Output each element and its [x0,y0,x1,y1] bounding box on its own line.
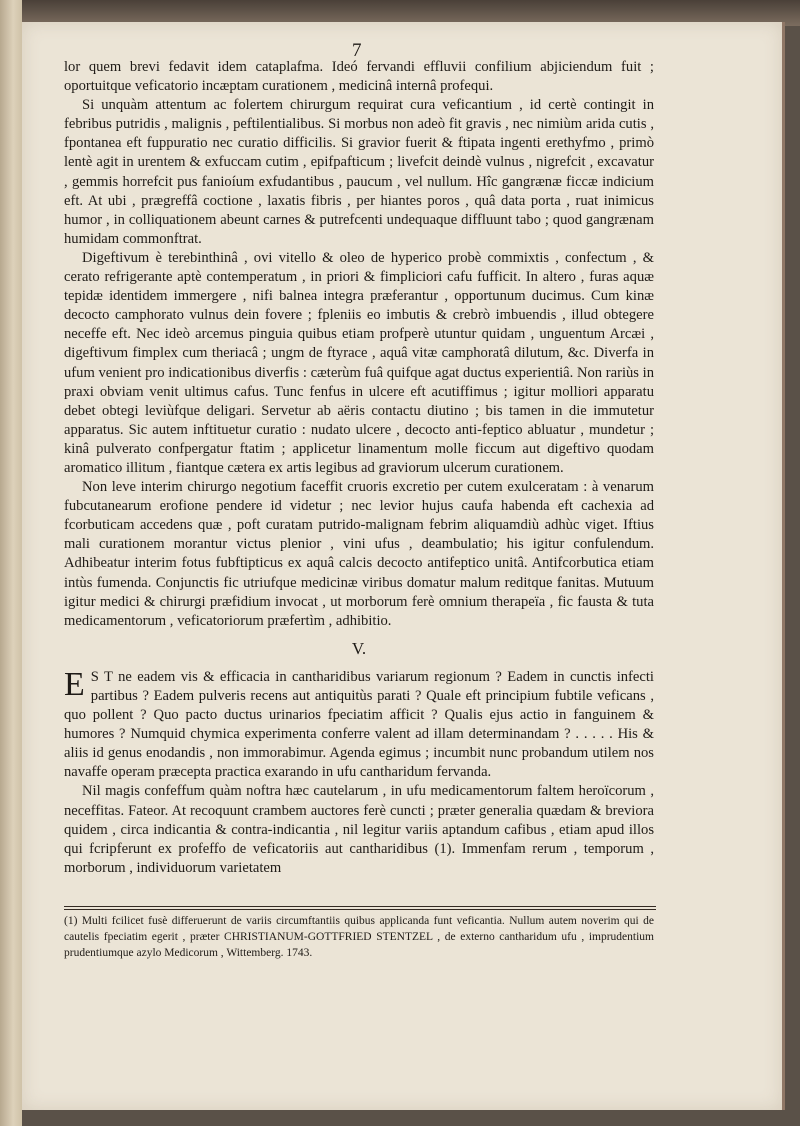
page-number: 7 [352,40,362,61]
main-text [64,58,654,878]
book-binding [0,0,22,1126]
paragraph-1: lor quem brevi fedavit idem cataplafma. Ideó fervandi effluvii confilium abjiciendum fuit ; oportuitque veficatorio incæptam curationem , medicinâ internâ profequi. [64,59,654,95]
paragraph-4: Non leve interim chirurgo negotium faceffit cruoris excretio per cutem exulceratam : à venarum fubcutanearum erofione pendere id videtur ; nec levior hujus caufa habenda eft cachexia ad fcorbuticam accedens quæ , poft curatam putrido-malignam febrim aliquamdiù adhùc viget. Iftius mali curationem morantur victus plenior , vini ufus , deambulatio; his igitur confulendum. Adhibeatur interim fotus fubftipticus ex aquâ calcis decocto antifeptico unitâ. Antifcorbutica etiam intùs fumenda. Conjunctis fic utriufque medicinæ viribus domatur malum reditque fanitas. Mutuum igitur medici & chirurgi præfidium invocat , ut morborum ferè omnium therapeïa , fic fausta & tuta medicamentorum , veficatoriorum præfertìm , adhibitio. [64,479,654,629]
footnote-rule [64,906,656,907]
section-paragraph-1-text: S T ne eadem vis & efficacia in cantharidibus variarum regionum ? Eadem in cunctis infecti partibus ? Eadem pulveris recens aut antiquitùs parati ? Quale eft principium fubtile veficans , quo pollent ? Quo pacto ductus urinarios fpeciatim afficit ? Qualis ejus actio in fanguinem & humores ? Numquid chymica experimenta conferre valent ad illam determinandam ? . . . . . His & aliis id genus enodandis , non immorabimur. Agenda egimus ; incumbit nunc probandum utilem nos navaffe operam præcepta practica exarando in ufu cantharidum fervanda. [64,668,654,781]
paragraph-2: Si unquàm attentum ac folertem chirurgum requirat cura veficantium , id certè contingit in febribus putridis , malignis , peftilentialibus. Si morbus non adeò fit gravis , nec nimiùm arida cutis , fpontanea eft fuppuratio nec curatio difficilis. Si gravior fuerit & ftipata ingenti erethyfmo , primò lentè agit in urentem & exfuccam cutim , epifpafticum ; livefcit deindè vulnus , nigrefcit , excavatur , gemmis horrefcit pus fanioíum exfudantibus , paucum , vel nullum. Hîc gangrænæ ficcæ indicium eft. At ubi , prægreffâ coctione , laxatis fibris , per hiantes poros , quâ data porta , ruat inimicus humor , in colliquationem abeunt carnes & putrefcenti undequaque diffluunt tabo ; quod gangrænam humidam commonftrat. [64,97,654,247]
footnote-rule-2 [64,909,656,910]
section-paragraph-1 [64,665,654,783]
footnote: (1) Multi fcilicet fusè differuerunt de variis circumftantiis quibus applicanda funt veficantia. Nullum autem noverim qui de cautelis fpeciatim egerit , præter CHRISTIANUM-GOTTFRIED STENTZEL , de externo cantharidum ufu , imprudentium prudentiumque azylo Medicorum , Wittemberg. 1743. [64,915,654,959]
drop-cap: E [64,665,85,703]
section-paragraph-2: Nil magis confeffum quàm noftra hæc cautelarum , in ufu medicamentorum faltem heroïcorum , neceffitas. Fateor. At recoquunt crambem auctores ferè cuncti ; præter generalia quædam & breviora quidem , circa indicantia & contra-indicantia , nil legitur variis aptandum cafibus , etiam apud illos qui fcripferunt ex profeffo de veficatoriis aut cantharidibus (1). Immenfam rerum , temporum , morborum , individuorum varietatem [64,783,654,876]
paragraph-3: Digeftivum è terebinthinâ , ovi vitello & oleo de hyperico probè commixtis , confectum , & cerato refrigerante aptè contemperatum , in priori & fimpliciori cafu fufficit. In altero , furas aquæ tepidæ identidem immergere , nifi balnea integra præferantur , opportunum ducimus. Cum kinæ decocto camphorato vulnus dein fovere ; fpleniis eo imbutis & crebrò imbuendis , illud obtegere neceffe eft. Nec ideò arcemus pinguia quibus etiam profperè utuntur quidam , unguentum Arcæi , digeftivum fimplex cum theriacâ ; ungm de ftyrace , aquâ vitæ camphoratâ dilutum, &c. Diverfa in ufum venient pro indicationibus diverfis : cæterùm fuâ quifque agat ductus experientiâ. Non rariùs in praxi obviam venit ultimus cafus. Tunc fenfus in ulcere eft acutiffimus ; igitur molliori apparatu debet obtegi leviùfque deligari. Servetur ab aëris contactu diutino ; bis tamen in die immutetur apparatus. Sic autem inftituetur curatio : nudato ulcere , decocto anti-feptico abluatur , mundetur ; kinâ pulverato confpergatur ftatim ; applicetur linamentum molle ficcum aut digeftivo quodam aromatico illitum , fiantque cætera ex artis legibus ad graviorum ulcerum curationem. [64,249,654,476]
section-heading: V. [351,638,367,658]
